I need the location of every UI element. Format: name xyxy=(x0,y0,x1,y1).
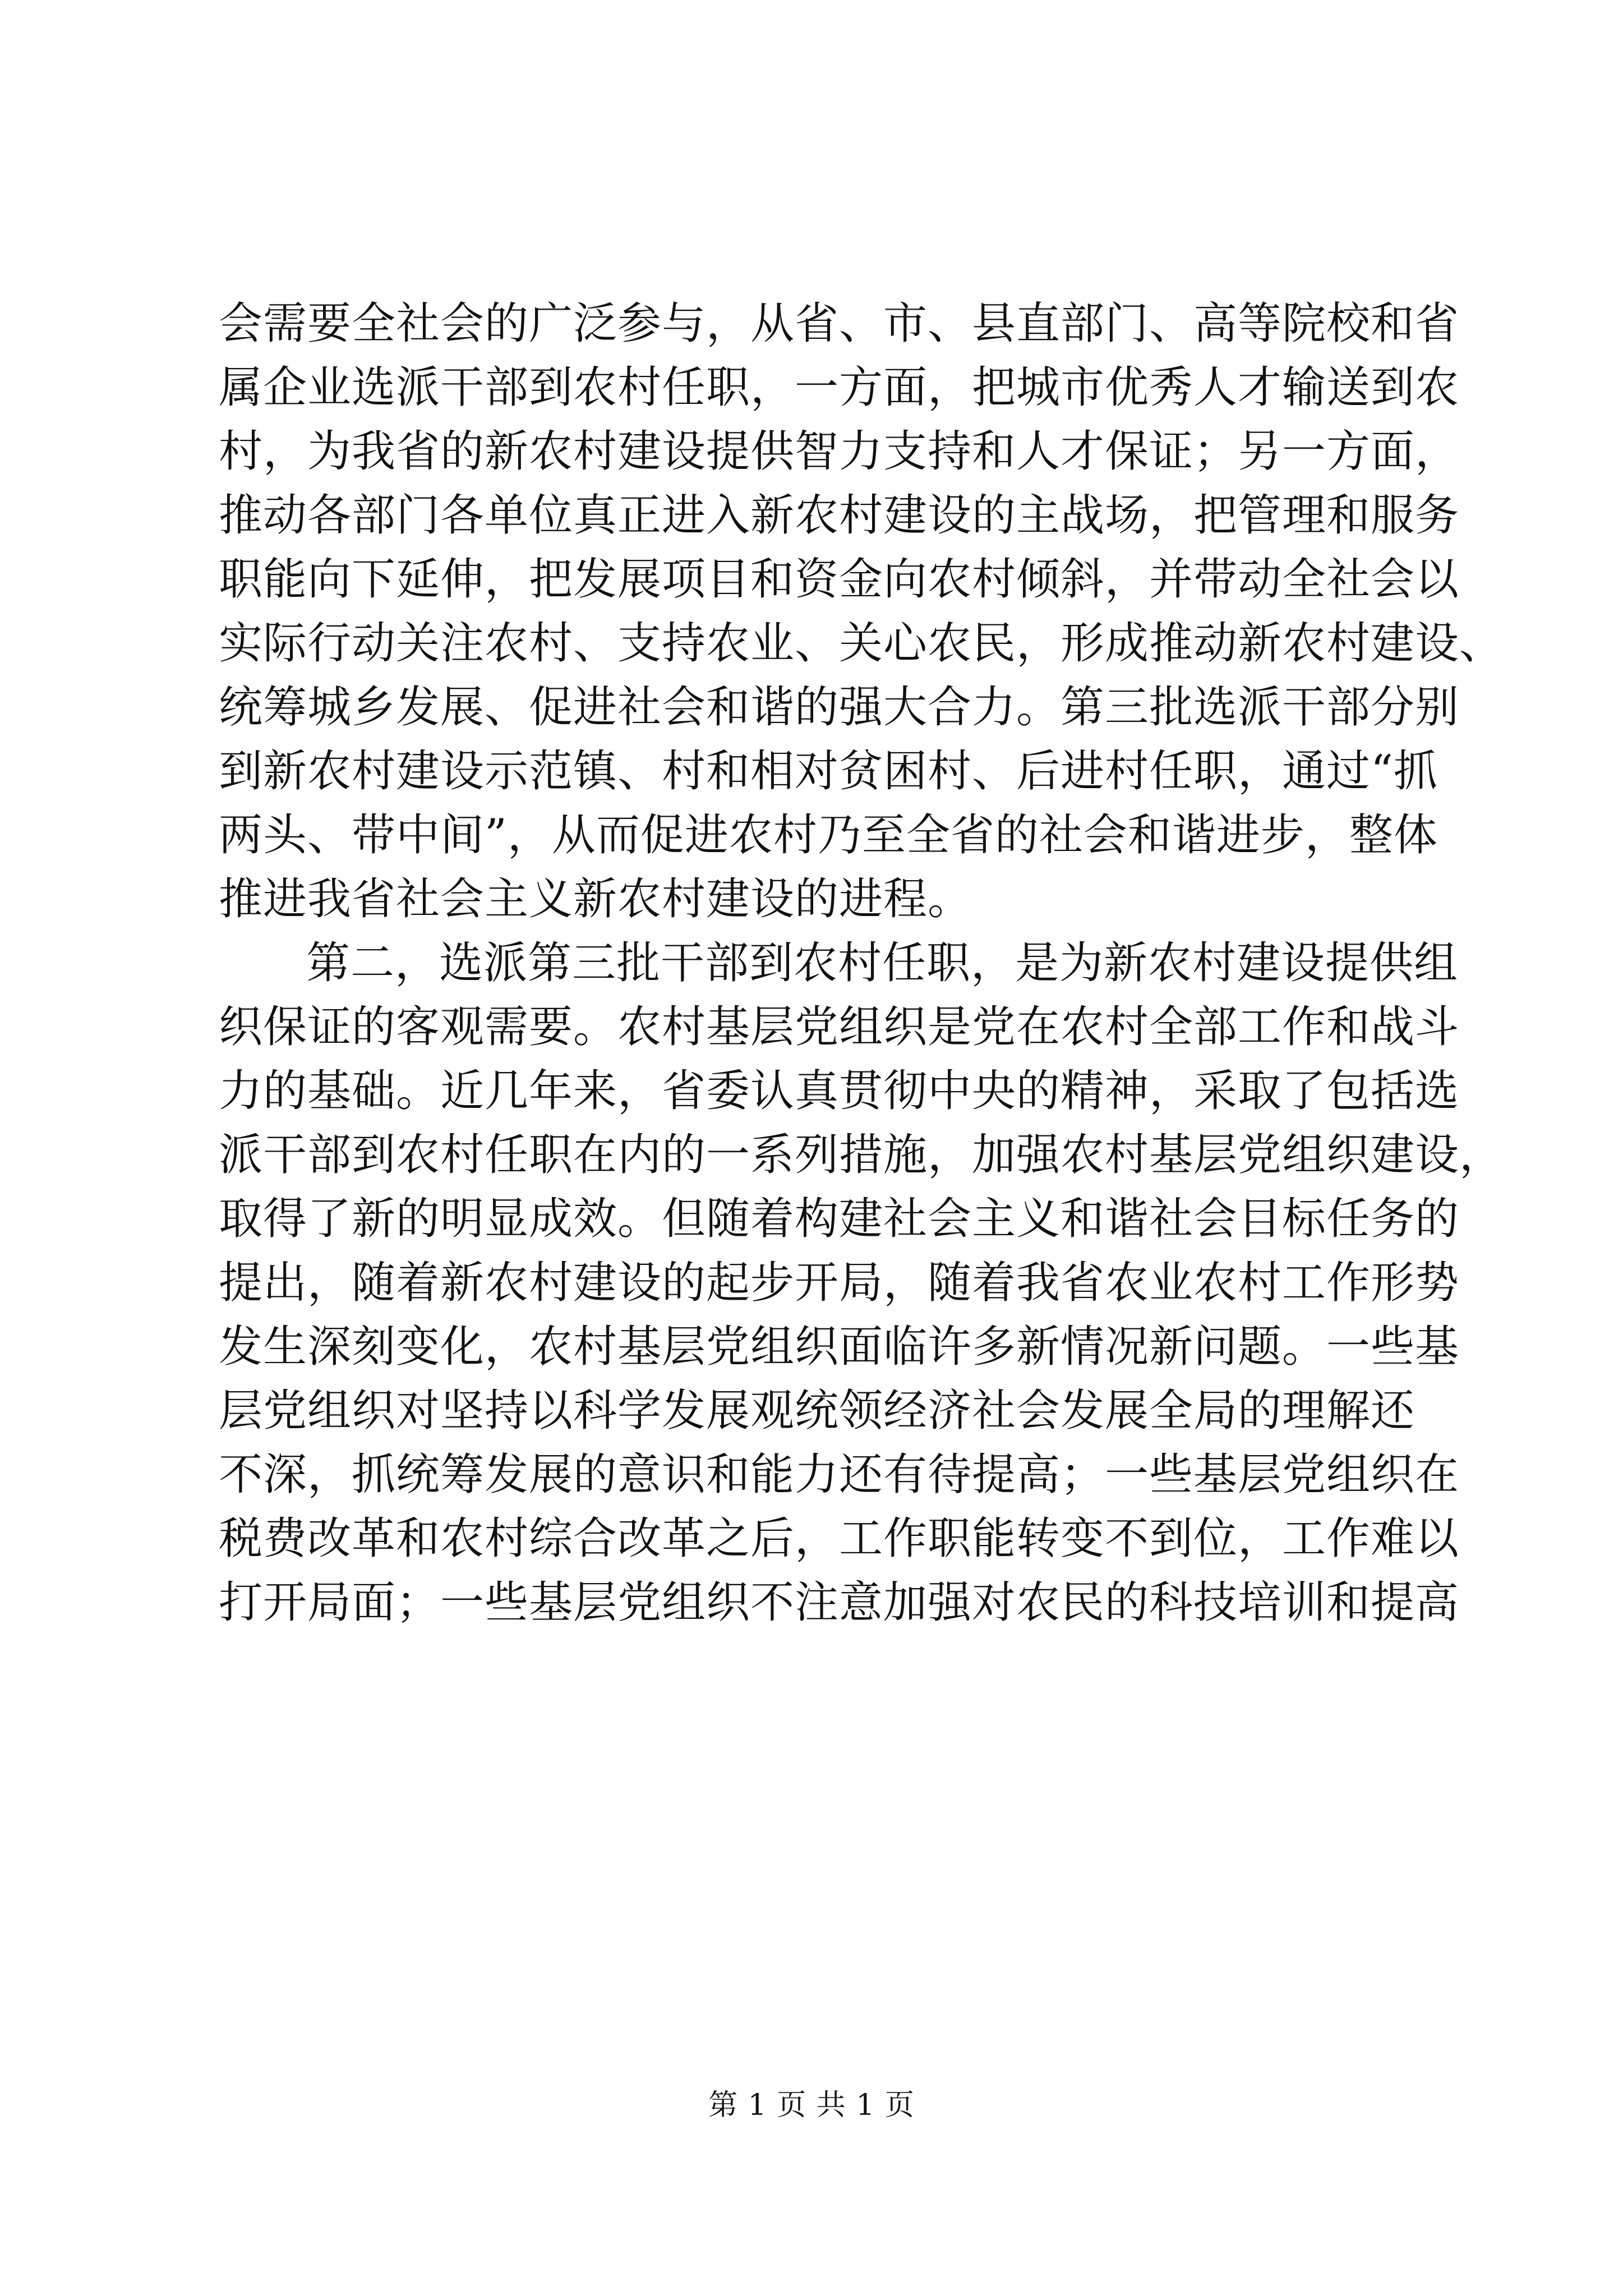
text-line: 取得了新的明显成效。但随着构建社会主义和谐社会目标任务的 xyxy=(219,1194,1460,1244)
text-line: 两头、带中间”，从而促进农村乃至全省的社会和谐进步，整体 xyxy=(219,810,1438,861)
text-line: 不深，抓统筹发展的意识和能力还有待提高；一些基层党组织在 xyxy=(219,1450,1460,1500)
text-line: 推动各部门各单位真正进入新农村建设的主战场，把管理和服务 xyxy=(219,490,1460,541)
page-number-footer: 第 1 页 共 1 页 xyxy=(708,2088,915,2122)
text-line: 实际行动关注农村、支持农业、关心农民，形成推动新农村建设、 xyxy=(219,618,1504,669)
text-line: 会需要全社会的广泛参与，从省、市、县直部门、高等院校和省 xyxy=(219,298,1460,349)
text-line: 织保证的客观需要。农村基层党组织是党在农村全部工作和战斗 xyxy=(219,1002,1460,1052)
text-line: 统筹城乡发展、促进社会和谐的强大合力。第三批选派干部分别 xyxy=(219,682,1460,733)
body-text xyxy=(219,292,1504,1635)
text-line: 村，为我省的新农村建设提供智力支持和人才保证；另一方面， xyxy=(219,426,1460,477)
text-line: 属企业选派干部到农村任职，一方面，把城市优秀人才输送到农 xyxy=(219,362,1460,413)
text-line: 层党组织对坚持以科学发展观统领经济社会发展全局的理解还 xyxy=(219,1386,1415,1436)
text-line: 打开局面；一些基层党组织不注意加强对农民的科技培训和提高 xyxy=(219,1577,1460,1628)
text-line: 税费改革和农村综合改革之后，工作职能转变不到位，工作难以 xyxy=(219,1513,1460,1564)
text-line: 职能向下延伸，把发展项目和资金向农村倾斜，并带动全社会以 xyxy=(219,554,1460,605)
text-line: 力的基础。近几年来，省委认真贯彻中央的精神，采取了包括选 xyxy=(219,1066,1460,1116)
paragraph-start-line: 第二，选派第三批干部到农村任职，是为新农村建设提供组 xyxy=(306,938,1459,988)
text-line: 提出，随着新农村建设的起步开局，随着我省农业农村工作形势 xyxy=(219,1258,1460,1308)
text-line: 到新农村建设示范镇、村和相对贫困村、后进村任职，通过“抓 xyxy=(219,746,1438,797)
text-line: 推进我省社会主义新农村建设的进程。 xyxy=(219,874,972,924)
text-line: 派干部到农村任职在内的一系列措施，加强农村基层党组织建设， xyxy=(219,1130,1504,1180)
text-line: 发生深刻变化，农村基层党组织面临许多新情况新问题。一些基 xyxy=(219,1322,1460,1372)
